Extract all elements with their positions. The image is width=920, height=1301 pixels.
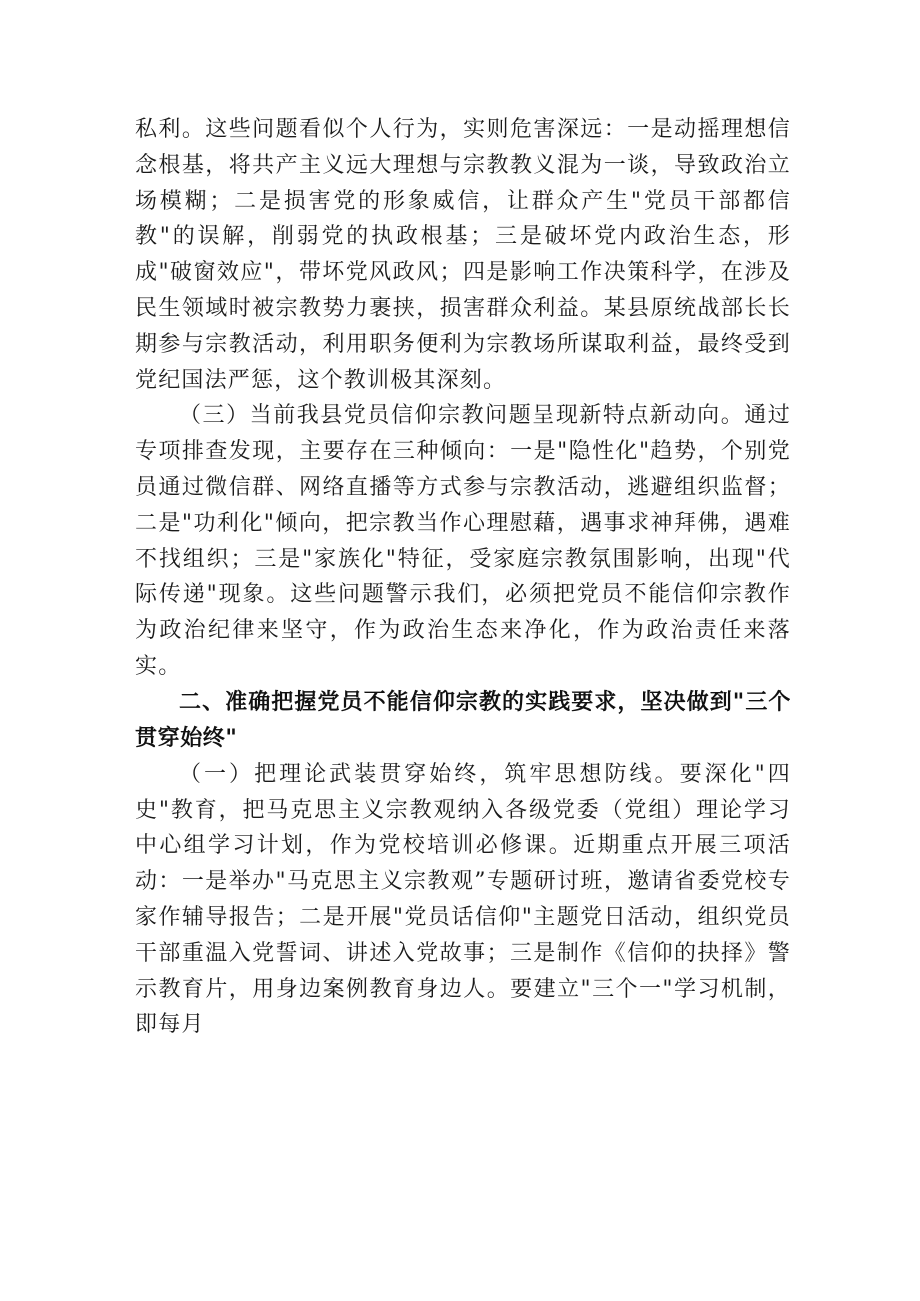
document-body — [135, 112, 791, 1043]
paragraph-theory-arming: （一）把理论武装贯穿始终，筑牢思想防线。要深化"四史"教育，把马克思主义宗教观纳入各级党委（党组）理论学习中心组学习计划，作为党校培训必修课。近期重点开展三项活动：一是举办"马克思主义宗教观”专题研讨班，邀请省委党校专家作辅导报告；二是开展"党员话信仰"主题党日活动，组织党员干部重温入党誓词、讲述入党故事；三是制作《信仰的抉择》警示教育片，用身边案例教育身边人。要建立"三个一"学习机制，即每月 — [135, 761, 791, 1038]
section-heading-two: 二、准确把握党员不能信仰宗教的实践要求，坚决做到"三个贯穿始终" — [135, 689, 791, 751]
paragraph-harms: 私利。这些问题看似个人行为，实则危害深远：一是动摇理想信念根基，将共产主义远大理想与宗教教义混为一谈，导致政治立场模糊；二是损害党的形象威信，让群众产生"党员干部都信教"的误解，削弱党的执政根基；三是破坏党内政治生态，形成"破窗效应"，带坏党风政风；四是影响工作决策科学，在涉及民生领域时被宗教势力裹挟，损害群众利益。某县原统战部长长期参与宗教活动，利用职务便利为宗教场所谋取利益，最终受到党纪国法严惩，这个教训极其深刻。 — [135, 117, 791, 393]
paragraph-new-trends: （三）当前我县党员信仰宗教问题呈现新特点新动向。通过专项排查发现，主要存在三种倾向：一是"隐性化"趋势，个别党员通过微信群、网络直播等方式参与宗教活动，逃避组织监督；二是"功利化"倾向，把宗教当作心理慰藉，遇事求神拜佛，遇难不找组织；三是"家族化"特征，受家庭宗教氛围影响，出现"代际传递"现象。这些问题警示我们，必须把党员不能信仰宗教作为政治纪律来坚守，作为政治生态来净化，作为政治责任来落实。 — [135, 403, 791, 679]
